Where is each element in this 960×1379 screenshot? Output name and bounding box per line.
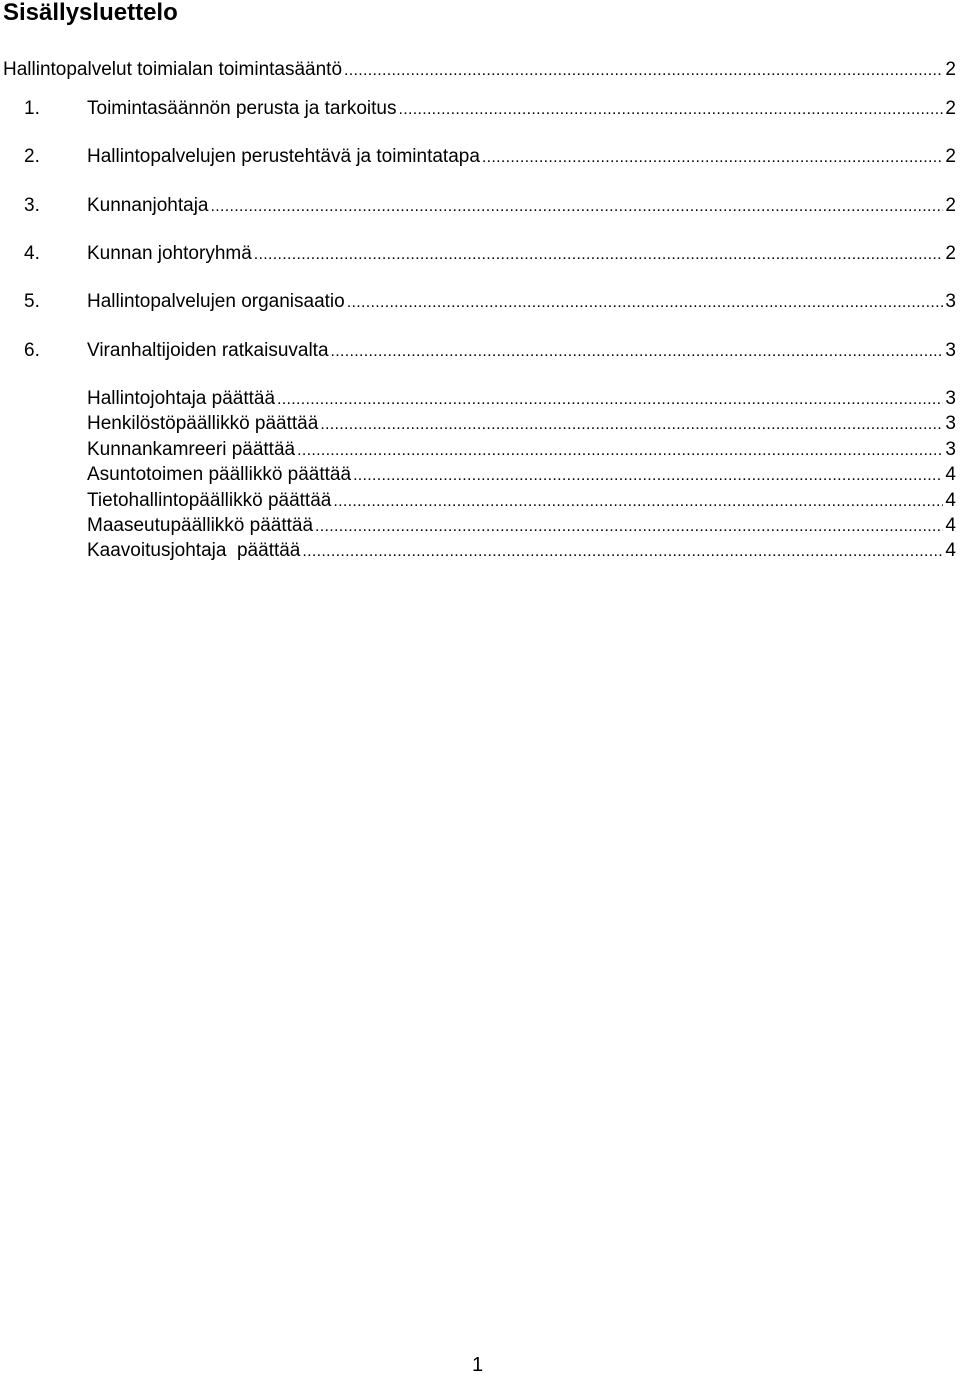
toc-entry-text: Kaavoitusjohtaja päättää bbox=[87, 540, 301, 561]
toc-entry-page: 2 bbox=[945, 243, 956, 264]
toc-subentry[interactable] bbox=[87, 386, 956, 412]
toc-entry-text: Kunnan johtoryhmä bbox=[87, 243, 252, 264]
toc-entry-text: Tietohallintopäällikkö päättää bbox=[87, 490, 332, 511]
toc-entry-text: Hallintopalvelujen perustehtävä ja toimintatapa bbox=[87, 146, 480, 167]
toc-entry-page: 2 bbox=[945, 98, 956, 119]
toc-entry-text: Kunnanjohtaja bbox=[87, 195, 209, 216]
toc-entry-text: Toimintasäännön perusta ja tarkoitus bbox=[87, 98, 397, 119]
toc-entry-page: 3 bbox=[945, 388, 956, 409]
toc-entry-number: 4. bbox=[24, 243, 40, 264]
toc-subentry[interactable] bbox=[87, 411, 956, 437]
toc-entry-number: 1. bbox=[24, 98, 40, 119]
toc-leader-dots bbox=[315, 514, 943, 540]
toc-subentry[interactable] bbox=[87, 437, 956, 463]
toc-entry-page: 3 bbox=[945, 340, 956, 361]
toc-leader-dots bbox=[297, 438, 943, 464]
toc-entry-page: 4 bbox=[945, 515, 956, 536]
toc-entry-page: 4 bbox=[945, 540, 956, 561]
toc-leader-dots bbox=[353, 463, 943, 489]
toc-entry-text: Maaseutupäällikkö päättää bbox=[87, 515, 314, 536]
toc-entry[interactable] bbox=[24, 338, 956, 364]
toc-leader-dots bbox=[331, 339, 944, 365]
toc-entry-page: 2 bbox=[945, 146, 956, 167]
toc-leader-dots bbox=[333, 489, 943, 515]
toc-leader-dots bbox=[302, 539, 943, 565]
toc-leader-dots bbox=[211, 194, 944, 220]
document-title: Sisällysluettelo bbox=[3, 0, 178, 26]
toc-subentry[interactable] bbox=[87, 462, 956, 488]
toc-leader-dots bbox=[482, 145, 944, 171]
toc-entry-number: 6. bbox=[24, 340, 40, 361]
toc-entry-number: 5. bbox=[24, 291, 40, 312]
toc-leader-dots bbox=[320, 412, 943, 438]
toc-entry-text: Henkilöstöpäällikkö päättää bbox=[87, 413, 319, 434]
toc-entry[interactable] bbox=[24, 96, 956, 122]
toc-entry[interactable] bbox=[24, 289, 956, 315]
toc-subentry[interactable] bbox=[87, 513, 956, 539]
toc-entry-text: Kunnankamreeri päättää bbox=[87, 439, 296, 460]
toc-entry-page: 2 bbox=[945, 195, 956, 216]
toc-entry[interactable] bbox=[3, 57, 956, 83]
toc-subentry[interactable] bbox=[87, 488, 956, 514]
toc-entry-page: 3 bbox=[945, 413, 956, 434]
toc-entry-text: Hallintopalvelut toimialan toimintasääntö bbox=[3, 59, 343, 80]
toc-entry-page: 3 bbox=[945, 291, 956, 312]
toc-entry-text: Viranhaltijoiden ratkaisuvalta bbox=[87, 340, 329, 361]
toc-entry[interactable] bbox=[24, 241, 956, 267]
toc-entry[interactable] bbox=[24, 144, 956, 170]
toc-entry-page: 2 bbox=[945, 59, 956, 80]
toc-leader-dots bbox=[344, 58, 943, 84]
toc-leader-dots bbox=[254, 242, 944, 268]
toc-entry-number: 2. bbox=[24, 146, 40, 167]
toc-entry-text: Asuntotoimen päällikkö päättää bbox=[87, 464, 352, 485]
toc-subentry[interactable] bbox=[87, 538, 956, 564]
toc-leader-dots bbox=[347, 290, 944, 316]
toc-entry-page: 4 bbox=[945, 464, 956, 485]
toc-entry-text: Hallintopalvelujen organisaatio bbox=[87, 291, 345, 312]
toc-entry-text: Hallintojohtaja päättää bbox=[87, 388, 276, 409]
toc-entry-page: 3 bbox=[945, 439, 956, 460]
toc-leader-dots bbox=[277, 387, 943, 413]
toc-entry-page: 4 bbox=[945, 490, 956, 511]
page-number: 1 bbox=[472, 1354, 484, 1376]
toc-leader-dots bbox=[398, 97, 943, 123]
toc-entry[interactable] bbox=[24, 193, 956, 219]
toc-entry-number: 3. bbox=[24, 195, 40, 216]
